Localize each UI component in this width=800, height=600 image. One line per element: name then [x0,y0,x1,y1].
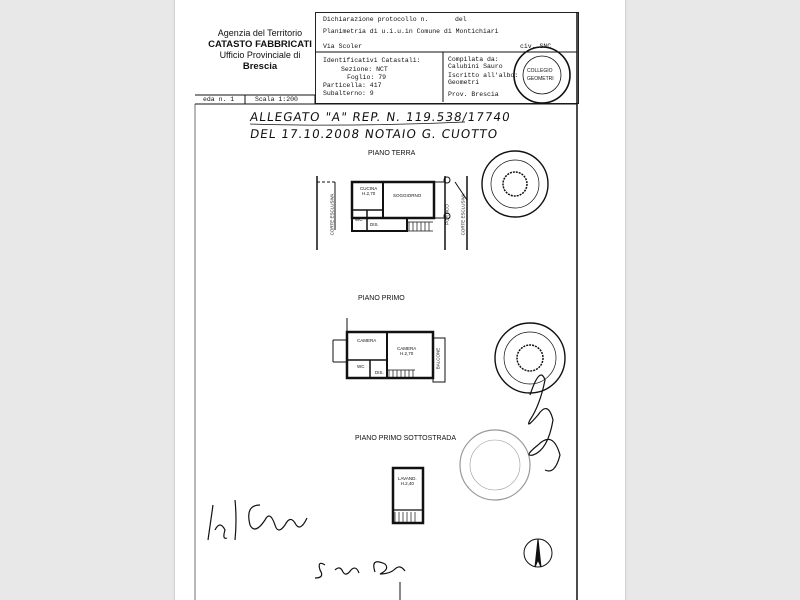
ground-wc-label: WC [355,217,363,222]
province-value: Prov. Brescia [448,91,499,98]
ground-floor-title: PIANO TERRA [368,150,416,157]
notary-seal-top-icon [482,151,548,217]
signature-bottom-middle-icon [315,562,405,578]
address-street: Via Scoler [323,43,363,50]
north-arrow-icon [524,539,552,567]
living-room-label: SOGGIORNO [393,193,422,198]
first-wc-label: WC [357,364,365,369]
scale-label: Scala 1:200 [255,96,298,103]
agency-name: Agenzia del Territorio [217,28,303,38]
stamp-line2: GEOMETRI [527,76,554,82]
planimetria-label: Planimetria di u.i.u.in Comune di Montichiari [323,28,499,35]
courtyard-right-label: CORTE ESCLUSIVA [460,193,466,236]
bedroom1-label: CAMERA [357,338,377,343]
sezione-value: Sezione: NCT [341,66,388,73]
compiled-by-name: Calubini Sauro [448,63,503,70]
sheet-number: eda n. 1 [203,96,235,103]
declaration-date-label: del [455,16,467,23]
floor-plan-sheet [175,0,625,600]
annex-note-line1: ALLEGATO "A" REP. N. 119.538/17740 [249,110,512,124]
faded-seal-icon [460,430,530,500]
porch-label: PORTICO [444,204,450,225]
balcony-label: BALCONE [435,347,441,370]
collegio-geometri-stamp-icon [514,47,570,103]
foglio-value: Foglio: 79 [347,74,387,81]
office-label: Ufficio Provinciale di [219,50,301,60]
basement-floor-title: PIANO PRIMO SOTTOSTRADA [355,435,456,442]
first-floor-title: PIANO PRIMO [358,295,405,302]
first-hall-label: DIS. [375,370,384,375]
subalterno-value: Subalterno: 9 [323,90,374,97]
ground-hall-label: DIS. [370,222,379,227]
signature-bottom-left-icon [208,500,307,540]
bedroom2-label: CAMERA H.2,70 [397,346,417,356]
plan-drawing [175,0,625,600]
cadastral-ids-label: Identificativi Catastali: [323,57,421,64]
notary-seal-middle-icon [495,323,565,393]
registered-value: Geometri [448,79,480,86]
catasto-label: CATASTO FABBRICATI [208,39,312,50]
kitchen-label: CUCINA H.2,70 [360,186,378,196]
compiled-by-label: Compilata da: [448,56,499,63]
annex-note-line2: DEL 17.10.2008 NOTAIO G. CUOTTO [249,127,500,141]
registered-label: Iscritto all'albo: [448,72,519,79]
address-number: civ. SNC [520,43,552,50]
stamp-line1: COLLEGIO [527,68,553,74]
courtyard-left-label: CORTE ESCLUSIVA [329,193,335,236]
declaration-label: Dichiarazione protocollo n. [323,16,429,23]
particella-value: Particella: 417 [323,82,382,89]
province-label: Brescia [242,61,278,72]
laundry-label: LAVAND. H.2,40 [398,476,417,486]
